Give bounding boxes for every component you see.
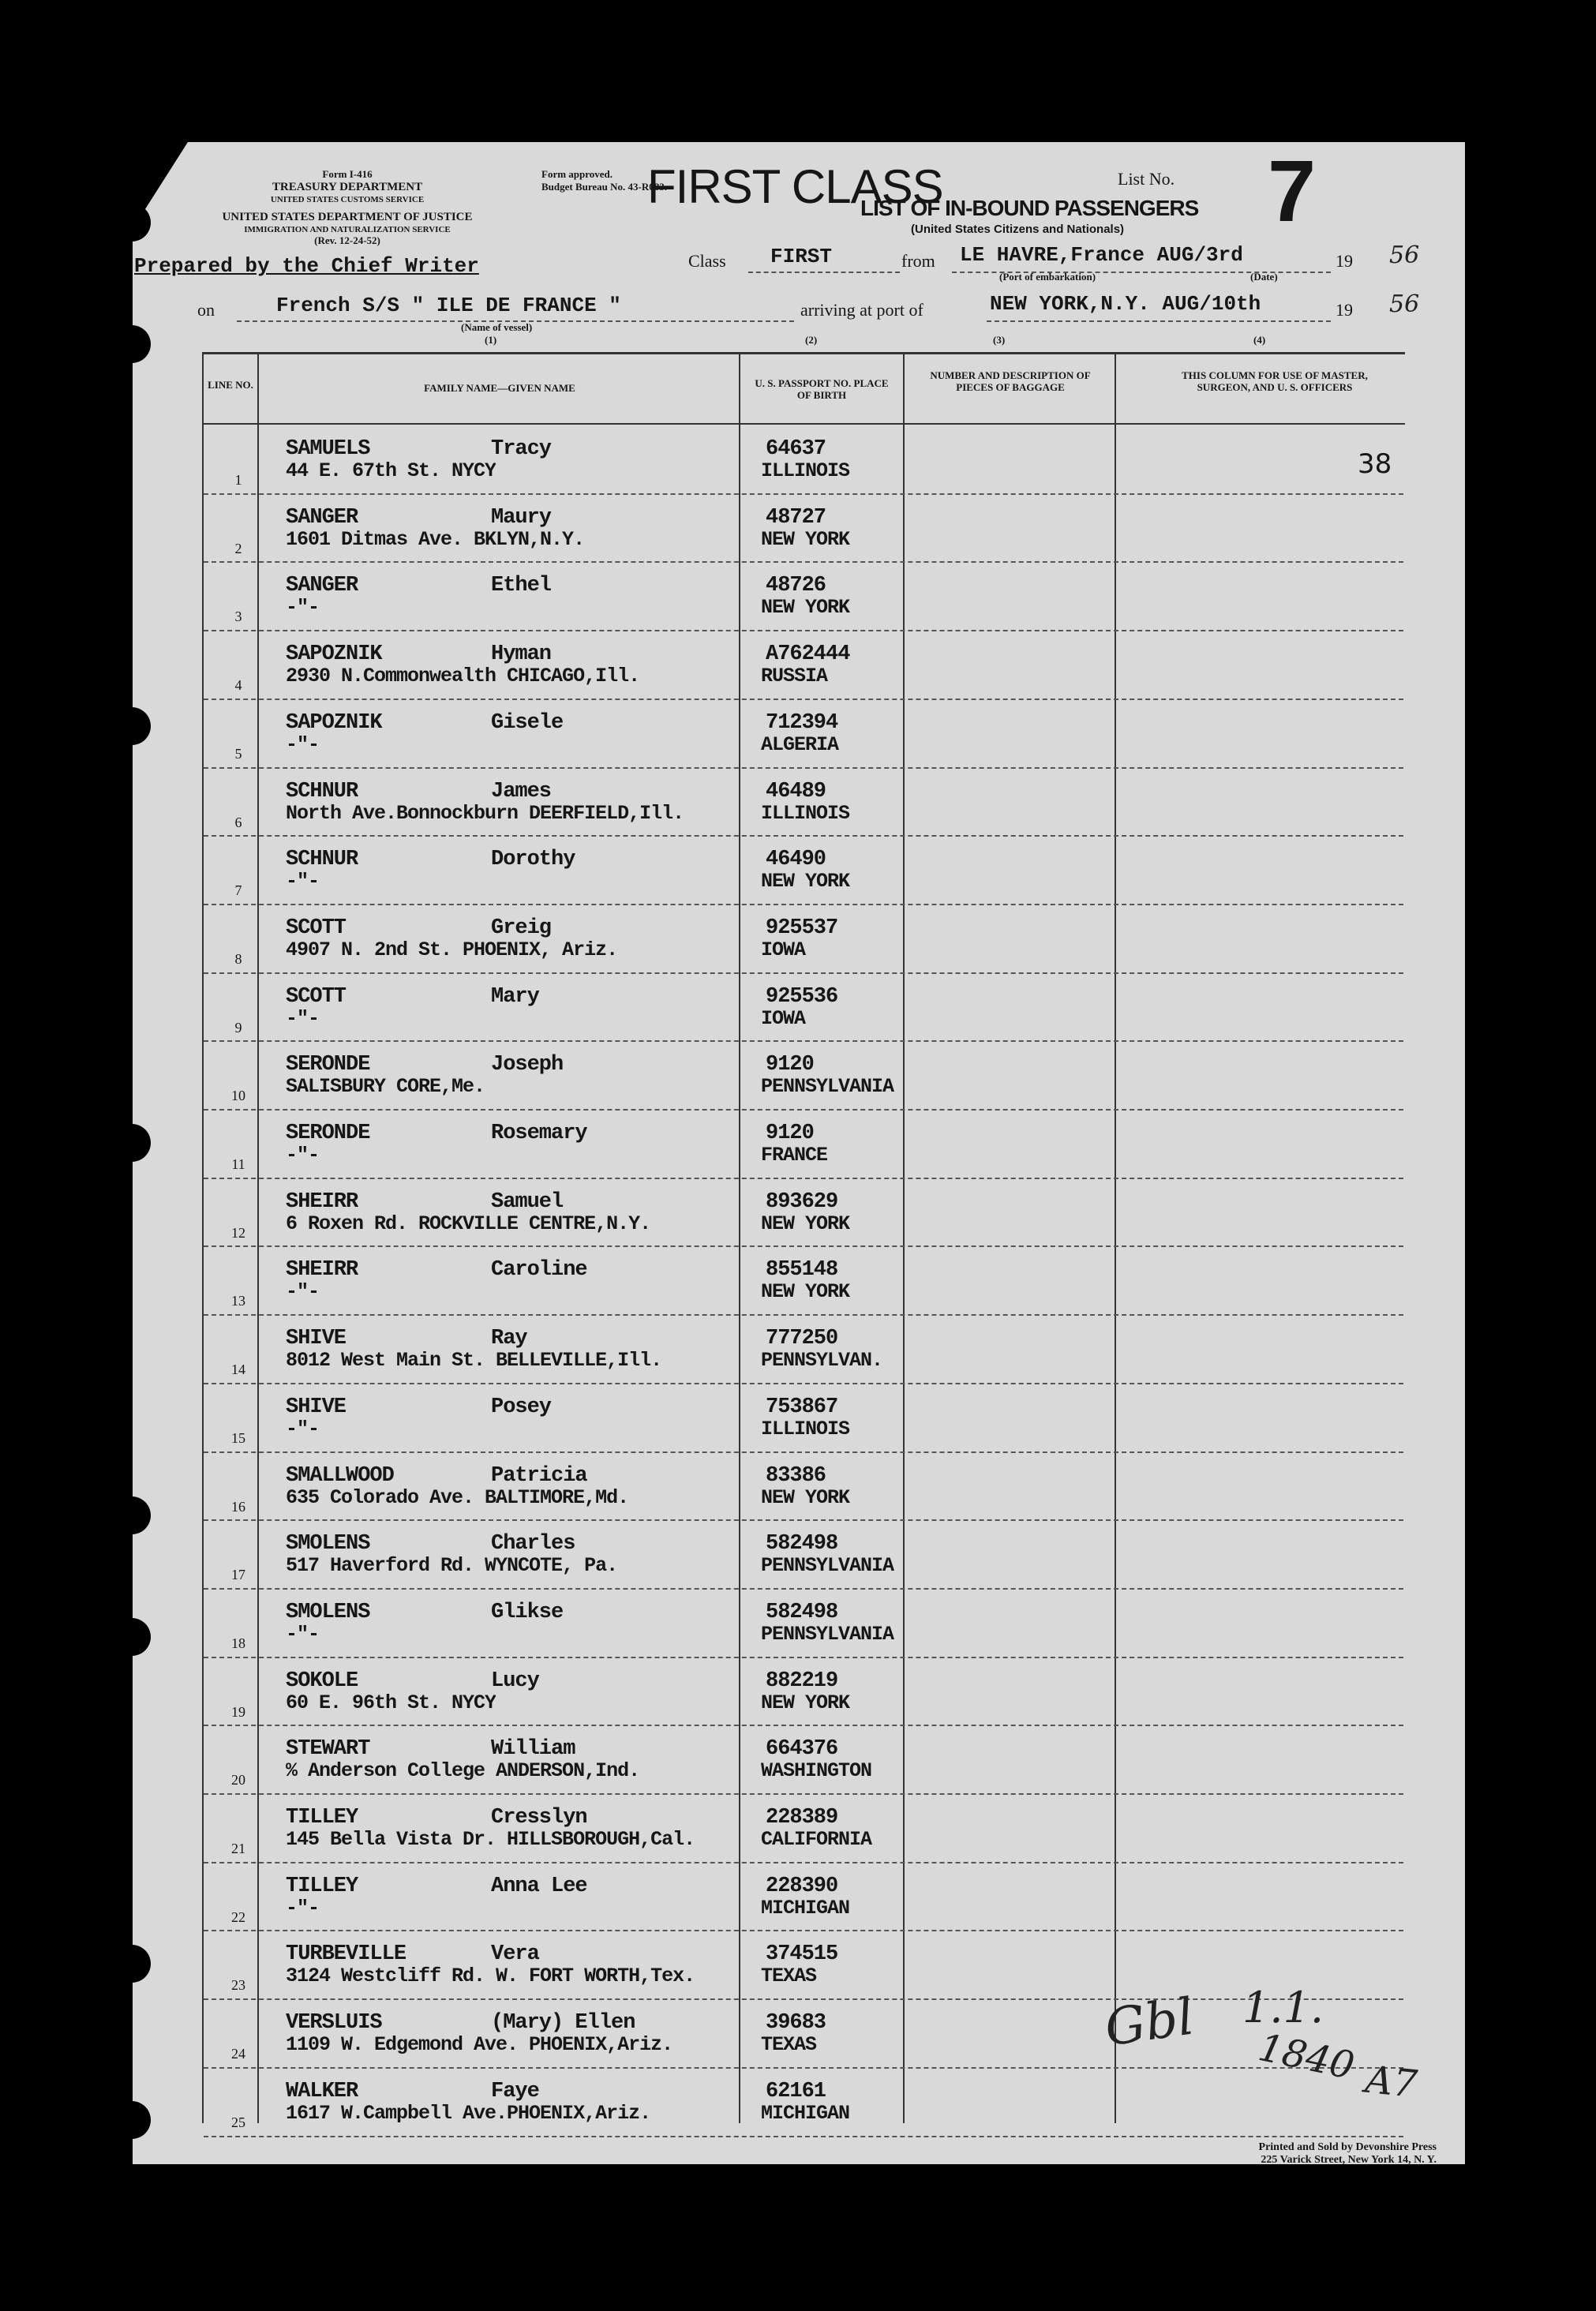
- line-number: 17: [231, 1567, 245, 1583]
- arrival-port: NEW YORK,N.Y. AUG/10th: [990, 292, 1261, 316]
- col-ref-1: (1): [485, 334, 497, 346]
- place-of-birth: RUSSIA: [761, 665, 828, 688]
- row1-count-mark: 38: [1358, 448, 1392, 480]
- line-number: 25: [231, 2114, 245, 2130]
- place-of-birth: TEXAS: [761, 1965, 817, 1988]
- passport-number: 46489: [766, 779, 826, 803]
- address: 4907 N. 2nd St. PHOENIX, Ariz.: [286, 938, 618, 961]
- given-name: Faye: [491, 2079, 539, 2103]
- address: 60 E. 96th St. NYCY: [286, 1691, 496, 1714]
- passport-number: 228390: [766, 1874, 838, 1898]
- col-header-name: FAMILY NAME—GIVEN NAME: [424, 382, 575, 394]
- address: North Ave.Bonnockburn DEERFIELD,Ill.: [286, 801, 684, 825]
- address: -"-: [286, 596, 320, 620]
- family-name: SHIVE: [286, 1327, 347, 1351]
- address: -"-: [286, 732, 320, 756]
- row-divider: [204, 1451, 1403, 1453]
- passport-number: A762444: [766, 642, 850, 667]
- family-name: SCOTT: [286, 984, 347, 1009]
- place-of-birth: IOWA: [761, 1006, 806, 1030]
- address: 6 Roxen Rd. ROCKVILLE CENTRE,N.Y.: [286, 1212, 651, 1235]
- family-name: STEWART: [286, 1737, 370, 1762]
- vessel-caption: (Name of vessel): [461, 321, 533, 333]
- col-ref-3: (3): [993, 334, 1006, 346]
- given-name: Mary: [491, 984, 539, 1009]
- class-value: FIRST: [770, 245, 833, 268]
- family-name: SHIVE: [286, 1395, 347, 1419]
- row-divider: [204, 904, 1403, 905]
- line-number: 15: [231, 1429, 245, 1446]
- family-name: SMOLENS: [286, 1532, 370, 1556]
- address: 635 Colorado Ave. BALTIMORE,Md.: [286, 1485, 629, 1509]
- address: 1617 W.Campbell Ave.PHOENIX,Ariz.: [286, 2101, 651, 2125]
- family-name: SCOTT: [286, 916, 347, 940]
- passport-number: 64637: [766, 437, 826, 461]
- row-divider: [204, 630, 1403, 631]
- line-number: 7: [234, 882, 242, 899]
- family-name: SMALLWOOD: [286, 1463, 394, 1488]
- address: 3124 Westcliff Rd. W. FORT WORTH,Tex.: [286, 1965, 695, 1988]
- family-name: SMOLENS: [286, 1600, 370, 1624]
- place-of-birth: MICHIGAN: [761, 1896, 850, 1920]
- address: 2930 N.Commonwealth CHICAGO,Ill.: [286, 665, 640, 688]
- first-class-stamp: FIRST CLASS: [647, 160, 943, 213]
- col-ref-4: (4): [1253, 334, 1266, 346]
- row-divider: [204, 699, 1403, 700]
- row-divider: [204, 1862, 1403, 1863]
- binder-hole: [113, 204, 151, 242]
- given-name: Hyman: [491, 642, 552, 667]
- address: -"-: [286, 870, 320, 893]
- year-1: 56: [1389, 242, 1420, 269]
- given-name: James: [491, 779, 552, 803]
- address: 44 E. 67th St. NYCY: [286, 459, 496, 482]
- row-divider: [204, 1657, 1403, 1658]
- place-of-birth: PENNSYLVANIA: [761, 1622, 894, 1646]
- family-name: SANGER: [286, 574, 358, 598]
- line-number: 18: [231, 1635, 245, 1651]
- line-number: 8: [234, 950, 242, 967]
- passport-number: 374515: [766, 1942, 838, 1967]
- line-number: 1: [234, 472, 242, 488]
- col-ref-2: (2): [805, 334, 818, 346]
- passport-number: 582498: [766, 1600, 838, 1624]
- list-no-label: List No.: [1118, 169, 1175, 189]
- place-of-birth: NEW YORK: [761, 870, 850, 893]
- binder-hole: [113, 1618, 151, 1656]
- line-number: 23: [231, 1977, 245, 1994]
- place-of-birth: FRANCE: [761, 1144, 828, 1167]
- row-divider: [204, 1383, 1403, 1384]
- place-of-birth: NEW YORK: [761, 596, 850, 620]
- col-header-line: LINE NO.: [208, 379, 253, 391]
- given-name: Gisele: [491, 710, 564, 735]
- family-name: SERONDE: [286, 1122, 370, 1145]
- revision-date: (Rev. 12-24-52): [314, 234, 380, 246]
- row-divider: [204, 1040, 1403, 1042]
- given-name: Greig: [491, 916, 552, 940]
- passport-number: 9120: [766, 1122, 814, 1145]
- passport-number: 582498: [766, 1532, 838, 1556]
- given-name: Posey: [491, 1395, 552, 1419]
- family-name: SCHNUR: [286, 848, 358, 872]
- passport-number: 925536: [766, 984, 838, 1009]
- given-name: Samuel: [491, 1189, 564, 1214]
- address: -"-: [286, 1896, 320, 1920]
- list-number: 7: [1268, 143, 1317, 240]
- row-divider: [204, 2136, 1403, 2137]
- customs-service: UNITED STATES CUSTOMS SERVICE: [270, 195, 425, 204]
- row-divider: [204, 1519, 1403, 1521]
- passport-number: 753867: [766, 1395, 838, 1419]
- handwritten-note-1: 1.1.: [1242, 1983, 1324, 2032]
- date-caption: (Date): [1250, 271, 1278, 283]
- family-name: SAPOZNIK: [286, 642, 382, 667]
- form-approved: Form approved.: [541, 168, 613, 180]
- family-name: TURBEVILLE: [286, 1942, 406, 1967]
- passport-number: 228389: [766, 1806, 838, 1830]
- place-of-birth: MICHIGAN: [761, 2101, 850, 2125]
- row-divider: [204, 972, 1403, 974]
- given-name: Ray: [491, 1327, 527, 1351]
- passport-number: 83386: [766, 1463, 826, 1488]
- row-divider: [204, 1930, 1403, 1931]
- given-name: Maury: [491, 505, 552, 530]
- binder-hole: [113, 1496, 151, 1534]
- row-divider: [204, 1109, 1403, 1111]
- handwritten-note-2: 1840: [1254, 2024, 1358, 2089]
- port-embarkation-caption: (Port of embarkation): [999, 271, 1096, 283]
- line-number: 11: [231, 1156, 245, 1172]
- binder-hole: [113, 1124, 151, 1162]
- binder-hole: [113, 707, 151, 745]
- given-name: Ethel: [491, 574, 552, 598]
- address: 1109 W. Edgemond Ave. PHOENIX,Ariz.: [286, 2033, 673, 2057]
- passport-number: 855148: [766, 1258, 838, 1283]
- given-name: Charles: [491, 1532, 575, 1556]
- family-name: SHEIRR: [286, 1258, 358, 1283]
- row-divider: [204, 835, 1403, 837]
- family-name: SAPOZNIK: [286, 710, 382, 735]
- given-name: Tracy: [491, 437, 552, 461]
- given-name: Lucy: [491, 1669, 539, 1693]
- handwritten-note-3: A7: [1363, 2057, 1419, 2107]
- line-number: 9: [234, 1019, 242, 1036]
- given-name: Vera: [491, 1942, 539, 1967]
- passport-number: 48727: [766, 505, 826, 530]
- printer-line-2: 225 Varick Street, New York 14, N. Y.: [1261, 2154, 1437, 2166]
- address: -"-: [286, 1006, 320, 1030]
- row-divider: [204, 767, 1403, 769]
- passport-number: 777250: [766, 1327, 838, 1351]
- binder-hole: [113, 2101, 151, 2139]
- family-name: VERSLUIS: [286, 2011, 382, 2036]
- address: -"-: [286, 1280, 320, 1304]
- address: SALISBURY CORE,Me.: [286, 1075, 485, 1099]
- passport-number: 62161: [766, 2079, 826, 2103]
- arriving-label: arriving at port of: [800, 300, 924, 320]
- given-name: Rosemary: [491, 1122, 587, 1145]
- row-divider: [204, 1245, 1403, 1247]
- place-of-birth: PENNSYLVAN.: [761, 1349, 883, 1373]
- vessel-name: French S/S " ILE DE FRANCE ": [276, 294, 621, 317]
- place-of-birth: NEW YORK: [761, 1212, 850, 1235]
- passport-number: 46490: [766, 848, 826, 872]
- place-of-birth: ILLINOIS: [761, 1417, 850, 1440]
- line-number: 19: [231, 1703, 245, 1720]
- line-number: 4: [234, 677, 242, 694]
- row-divider: [204, 1998, 1403, 2000]
- place-of-birth: ILLINOIS: [761, 459, 850, 482]
- place-of-birth: WASHINGTON: [761, 1759, 872, 1783]
- passport-number: 48726: [766, 574, 826, 598]
- given-name: Joseph: [491, 1053, 564, 1077]
- line-number: 22: [231, 1908, 245, 1925]
- year-prefix-1: 19: [1336, 251, 1353, 271]
- place-of-birth: NEW YORK: [761, 527, 850, 551]
- given-name: Anna Lee: [491, 1874, 587, 1898]
- line-number: 16: [231, 1498, 245, 1515]
- given-name: (Mary) Ellen: [491, 2011, 635, 2036]
- passport-number: 9120: [766, 1053, 814, 1077]
- binder-hole: [113, 1945, 151, 1983]
- prepared-by: Prepared by the Chief Writer: [134, 254, 479, 278]
- passport-number: 925537: [766, 916, 838, 940]
- col-header-officers: THIS COLUMN FOR USE OF MASTER, SURGEON, AND U. S. OFFICERS: [1182, 369, 1368, 393]
- place-of-birth: ALGERIA: [761, 732, 839, 756]
- treasury-dept: TREASURY DEPARTMENT: [272, 181, 423, 193]
- row-divider: [204, 1793, 1403, 1795]
- address: -"-: [286, 1144, 320, 1167]
- list-subtitle: (United States Citizens and Nationals): [911, 223, 1125, 236]
- year-2: 56: [1389, 290, 1420, 318]
- line-number: 21: [231, 1841, 245, 1856]
- place-of-birth: NEW YORK: [761, 1280, 850, 1304]
- place-of-birth: NEW YORK: [761, 1691, 850, 1714]
- row-divider: [204, 1314, 1403, 1316]
- justice-dept: UNITED STATES DEPARTMENT OF JUSTICE: [222, 211, 473, 223]
- list-title: LIST OF IN-BOUND PASSENGERS: [860, 196, 1199, 220]
- class-label: Class: [688, 251, 726, 271]
- col-header-passport: U. S. PASSPORT NO. PLACE OF BIRTH: [755, 377, 889, 401]
- line-number: 3: [234, 609, 242, 625]
- from-value: LE HAVRE,France AUG/3rd: [960, 243, 1243, 267]
- place-of-birth: TEXAS: [761, 2033, 817, 2057]
- place-of-birth: PENNSYLVANIA: [761, 1554, 894, 1578]
- year-prefix-2: 19: [1336, 300, 1353, 320]
- passport-number: 712394: [766, 710, 838, 735]
- family-name: SANGER: [286, 505, 358, 530]
- address: 517 Haverford Rd. WYNCOTE, Pa.: [286, 1554, 618, 1578]
- row-divider: [204, 561, 1403, 563]
- address: 1601 Ditmas Ave. BKLYN,N.Y.: [286, 527, 585, 551]
- place-of-birth: IOWA: [761, 938, 806, 961]
- line-number: 24: [231, 2046, 245, 2062]
- handwritten-signature: Gbl: [1101, 1987, 1198, 2058]
- given-name: Glikse: [491, 1600, 564, 1624]
- line-number: 14: [231, 1362, 245, 1378]
- family-name: SAMUELS: [286, 437, 370, 461]
- given-name: William: [491, 1737, 575, 1762]
- address: 8012 West Main St. BELLEVILLE,Ill.: [286, 1349, 662, 1373]
- line-number: 5: [234, 745, 242, 762]
- line-number: 12: [231, 1224, 245, 1241]
- line-number: 13: [231, 1293, 245, 1309]
- passport-number: 893629: [766, 1189, 838, 1214]
- col-header-baggage: NUMBER AND DESCRIPTION OF PIECES OF BAGGAGE: [930, 369, 1091, 393]
- family-name: TILLEY: [286, 1806, 358, 1830]
- from-label: from: [901, 251, 935, 271]
- given-name: Patricia: [491, 1463, 587, 1488]
- family-name: SHEIRR: [286, 1189, 358, 1214]
- line-number: 2: [234, 540, 242, 556]
- passport-number: 39683: [766, 2011, 826, 2036]
- row-divider: [204, 1725, 1403, 1726]
- row-divider: [204, 1588, 1403, 1590]
- form-number: Form I-416: [322, 168, 373, 180]
- place-of-birth: ILLINOIS: [761, 801, 850, 825]
- on-label: on: [197, 300, 215, 320]
- family-name: WALKER: [286, 2079, 358, 2103]
- passport-number: 664376: [766, 1737, 838, 1762]
- address: 145 Bella Vista Dr. HILLSBOROUGH,Cal.: [286, 1828, 695, 1851]
- given-name: Cresslyn: [491, 1806, 587, 1830]
- address: -"-: [286, 1417, 320, 1440]
- family-name: SERONDE: [286, 1053, 370, 1077]
- printer-line-1: Printed and Sold by Devonshire Press: [1258, 2141, 1437, 2153]
- row-divider: [204, 2067, 1403, 2069]
- line-number: 20: [231, 1772, 245, 1788]
- address: -"-: [286, 1622, 320, 1646]
- family-name: TILLEY: [286, 1874, 358, 1898]
- budget-bureau: Budget Bureau No. 43-R083.: [541, 181, 668, 193]
- address: % Anderson College ANDERSON,Ind.: [286, 1759, 640, 1783]
- place-of-birth: NEW YORK: [761, 1485, 850, 1509]
- row-divider: [204, 493, 1403, 495]
- ins-service: IMMIGRATION AND NATURALIZATION SERVICE: [244, 225, 451, 234]
- place-of-birth: CALIFORNIA: [761, 1828, 872, 1851]
- line-number: 10: [231, 1088, 245, 1104]
- line-number: 6: [234, 814, 242, 830]
- row-divider: [204, 1178, 1403, 1179]
- passport-number: 882219: [766, 1669, 838, 1693]
- given-name: Caroline: [491, 1258, 587, 1283]
- family-name: SOKOLE: [286, 1669, 358, 1693]
- family-name: SCHNUR: [286, 779, 358, 803]
- place-of-birth: PENNSYLVANIA: [761, 1075, 894, 1099]
- binder-hole: [113, 325, 151, 363]
- given-name: Dorothy: [491, 848, 575, 872]
